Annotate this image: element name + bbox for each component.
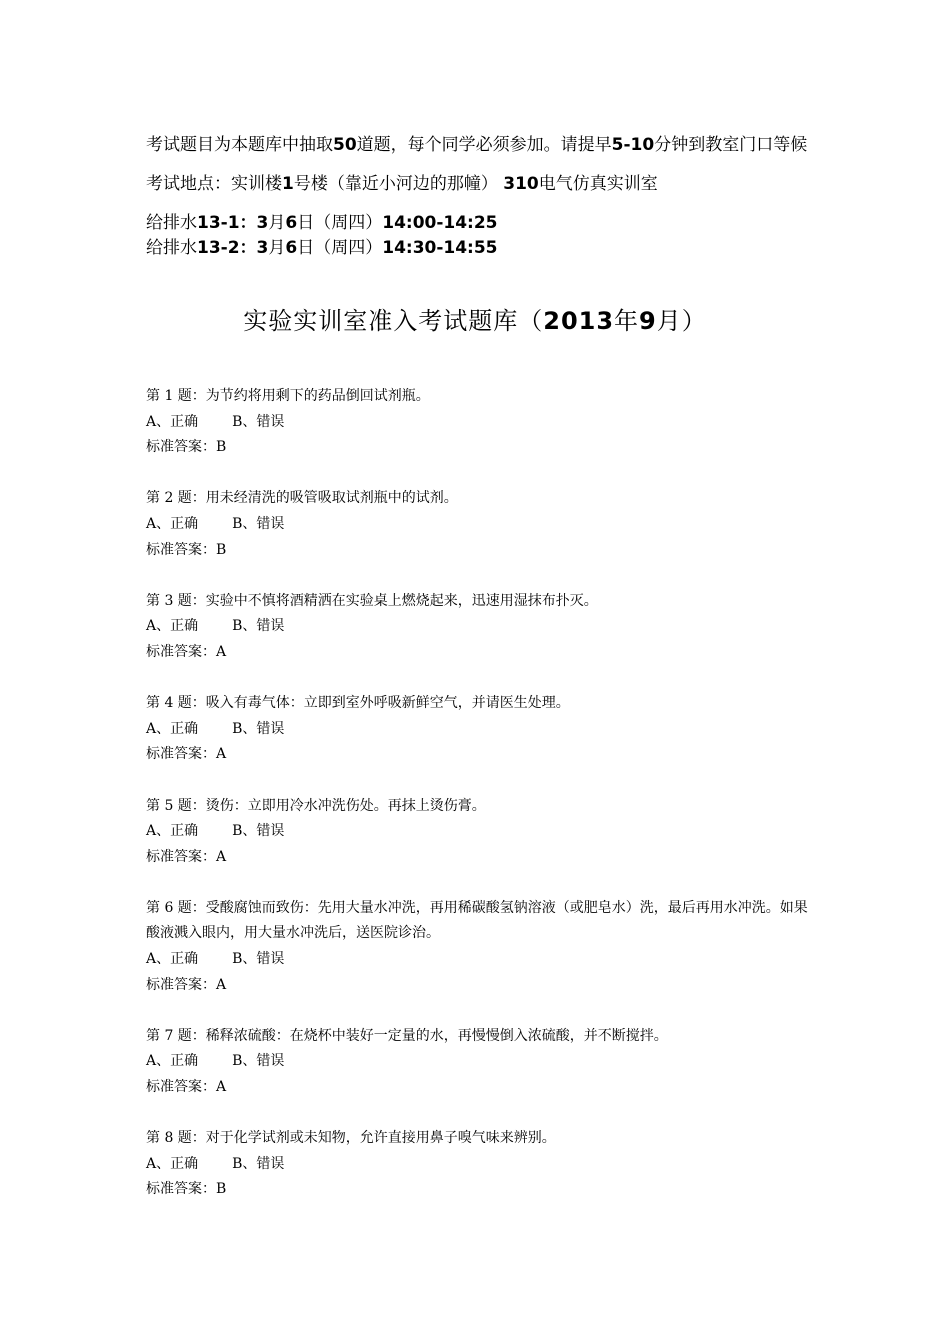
question-options (146, 410, 816, 436)
notice-text: 日（周四） (297, 238, 383, 258)
question-options (146, 819, 816, 845)
standard-answer: 标准答案：A (146, 976, 227, 993)
standard-answer: 标准答案：B (146, 1181, 227, 1198)
option-a: A、正确 (146, 618, 199, 635)
question-item (146, 691, 816, 768)
standard-answer: 标准答案：A (146, 746, 227, 763)
day: 6 (285, 238, 298, 258)
option-b: B、错误 (232, 515, 285, 532)
option-a: A、正确 (146, 951, 199, 968)
question-options (146, 1152, 816, 1178)
notice-text: 月 (268, 238, 286, 258)
question-text: 第 2 题：用未经清洗的吸管吸取试剂瓶中的试剂。 (146, 490, 458, 507)
title-year: 2013 (543, 307, 615, 335)
notice-text: 月 (268, 213, 286, 233)
option-b: B、错误 (232, 720, 285, 737)
question-text: 第 8 题：对于化学试剂或未知物，允许直接用鼻子嗅气味来辨别。 (146, 1130, 556, 1147)
question-item (146, 794, 816, 871)
room-number: 310 (503, 174, 539, 194)
notice-text: 号楼（靠近小河边的那幢） (293, 174, 498, 194)
option-b: B、错误 (232, 1155, 285, 1172)
title-month: 9 (639, 307, 657, 335)
question-item (146, 486, 816, 563)
schedule-row (146, 236, 816, 261)
notice-intro (146, 133, 816, 158)
question-text: 第 1 题：为节约将用剩下的药品倒回试剂瓶。 (146, 388, 430, 404)
building-number: 1 (282, 174, 294, 194)
notice-text: 给排水 (146, 238, 197, 258)
time-range: 14:00-14:25 (382, 213, 498, 233)
option-a: A、正确 (146, 823, 199, 840)
standard-answer: 标准答案：B (146, 439, 227, 456)
page-title (0, 304, 950, 338)
arrival-minutes: 5-10 (611, 135, 655, 155)
notice-text: 电气仿真实训室 (538, 174, 658, 194)
option-b: B、错误 (232, 951, 285, 968)
question-item (146, 896, 816, 998)
question-list (146, 384, 816, 1229)
question-text: 第 4 题：吸入有毒气体：立即到室外呼吸新鲜空气，并请医生处理。 (146, 695, 570, 712)
schedule-row (146, 211, 816, 236)
question-item (146, 1126, 816, 1203)
standard-answer: 标准答案：A (146, 643, 227, 660)
question-options (146, 1049, 816, 1075)
option-b: B、错误 (232, 823, 285, 840)
time-range: 14:30-14:55 (382, 238, 498, 258)
option-a: A、正确 (146, 413, 199, 430)
class-id: 13-1 (197, 213, 240, 233)
question-text: 第 6 题：受酸腐蚀而致伤：先用大量水冲洗，再用稀碳酸氢钠溶液（或肥皂水）洗，最后再用水冲洗。如果酸液溅入眼内，用大量水冲洗后，送医院诊治。 (146, 899, 808, 942)
notice-text: 考试地点：实训楼 (146, 174, 282, 194)
question-item (146, 384, 816, 461)
month: 3 (256, 238, 269, 258)
month: 3 (256, 213, 269, 233)
notice-text: 道题，每个同学必须参加。请提早 (356, 135, 612, 155)
title-text: 月） (656, 307, 707, 335)
standard-answer: 标准答案：A (146, 1079, 227, 1096)
notice-text: ： (239, 238, 257, 258)
title-text: 实验实训室准入考试题库（ (243, 307, 544, 335)
option-a: A、正确 (146, 720, 199, 737)
notice-location (146, 172, 816, 197)
day: 6 (285, 213, 298, 233)
class-id: 13-2 (197, 238, 240, 258)
question-item (146, 589, 816, 666)
standard-answer: 标准答案：B (146, 541, 227, 558)
option-a: A、正确 (146, 1053, 199, 1070)
question-options (146, 947, 816, 973)
question-item (146, 1024, 816, 1101)
option-b: B、错误 (232, 1053, 285, 1070)
question-count: 50 (333, 135, 357, 155)
notice-text: 考试题目为本题库中抽取 (146, 135, 333, 155)
notice-text: 日（周四） (297, 213, 383, 233)
title-text: 年 (614, 307, 640, 335)
option-a: A、正确 (146, 1155, 199, 1172)
question-options (146, 717, 816, 743)
question-text: 第 7 题：稀释浓硫酸：在烧杯中装好一定量的水，再慢慢倒入浓硫酸，并不断搅拌。 (146, 1027, 668, 1044)
question-options (146, 512, 816, 538)
notice-text: 给排水 (146, 213, 197, 233)
question-options (146, 614, 816, 640)
standard-answer: 标准答案：A (146, 848, 227, 865)
notice-text: 分钟到教室门口等候 (654, 135, 808, 155)
option-b: B、错误 (232, 413, 285, 430)
option-a: A、正确 (146, 515, 199, 532)
notice-text: ： (239, 213, 257, 233)
exam-notice (146, 133, 816, 261)
question-text: 第 5 题：烫伤：立即用冷水冲洗伤处。再抹上烫伤膏。 (146, 797, 486, 814)
question-text: 第 3 题：实验中不慎将酒精洒在实验桌上燃烧起来，迅速用湿抹布扑灭。 (146, 592, 598, 609)
option-b: B、错误 (232, 618, 285, 635)
